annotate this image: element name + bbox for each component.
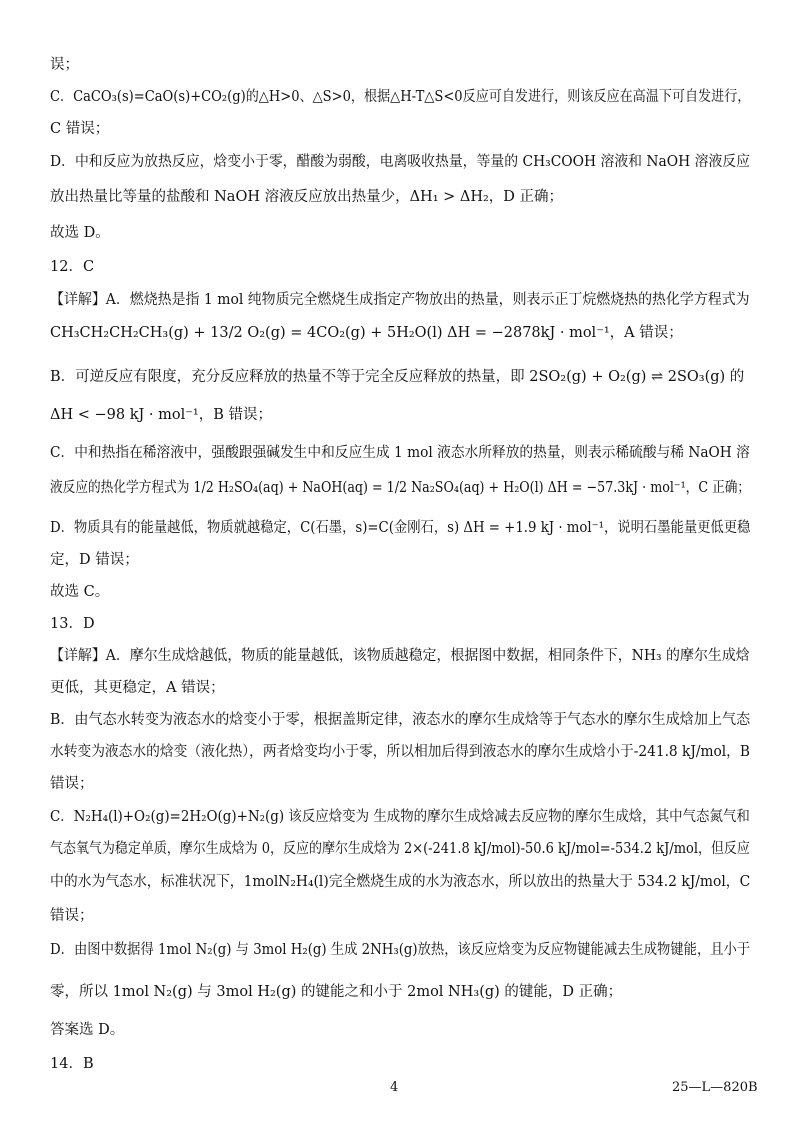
text-line: D．中和反应为放热反应，焓变小于零，醋酸为弱酸，电离吸收热量，等量的 CH₃COOH 溶液和 NaOH 溶液反应: [50, 154, 751, 170]
text-line: D．物质具有的能量越低，物质就越稳定，C(石墨，s)=C(金刚石，s) ΔH = +1.9 kJ · mol⁻¹，说明石墨能量更低更稳: [50, 520, 751, 536]
answer-heading: 12．C: [50, 259, 95, 275]
text-line: B．由气态水转变为液态水的焓变小于零，根据盖斯定律，液态水的摩尔生成焓等于气态水的摩尔生成焓加上气态: [50, 712, 751, 728]
text-line: 错误；: [50, 908, 94, 924]
text-line: 故选 C。: [50, 584, 110, 600]
text-line: 故选 D。: [50, 225, 110, 241]
text-line: 更低，其更稳定，A 错误；: [50, 680, 225, 696]
equation-line: 液反应的热化学方程式为 1/2 H₂SO₄(aq) + NaOH(aq) = 1/2 Na₂SO₄(aq) + H₂O(l) ΔH = −57.3kJ · mol⁻¹，C 正确；: [50, 480, 751, 496]
answer-heading: 13．D: [50, 616, 95, 632]
page-number: 4: [390, 1080, 399, 1095]
answer-heading: 14．B: [50, 1056, 94, 1072]
document-code: 25—L—820B: [672, 1080, 758, 1095]
text-line: C．中和热指在稀溶液中，强酸跟强碱发生中和反应生成 1 mol 液态水所释放的热量，则表示稀硫酸与稀 NaOH 溶: [50, 445, 750, 461]
text-line: C．N₂H₄(l)+O₂(g)=2H₂O(g)+N₂(g) 该反应焓变为 生成物的摩尔生成焓减去反应物的摩尔生成焓，其中气态氮气和: [50, 809, 750, 825]
text-line: C．CaCO₃(s)=CaO(s)+CO₂(g)的△H>0、△S>0，根据△H-T△S<0反应可自发进行，则该反应在高温下可自发进行，: [50, 89, 751, 105]
text-line: 中的水为气态水，标准状况下，1molN₂H₄(l)完全燃烧生成的水为液态水，所以放出的热量大于 534.2 kJ/mol，C: [50, 874, 751, 890]
equation-line: CH₃CH₂CH₂CH₃(g) + 13/2 O₂(g) = 4CO₂(g) + 5H₂O(l) ΔH = −2878kJ · mol⁻¹，A 错误；: [50, 325, 683, 341]
text-line: 气态氧气为稳定单质，摩尔生成焓为 0，反应的摩尔生成焓为 2×(-241.8 kJ/mol)-50.6 kJ/mol=-534.2 kJ/mol，但反应: [50, 841, 750, 857]
text-line: 定，D 错误；: [50, 552, 139, 568]
text-line: C 错误；: [50, 121, 110, 137]
text-line: D．由图中数据得 1mol N₂(g) 与 3mol H₂(g) 生成 2NH₃(g)放热，该反应焓变为反应物键能减去生成物键能，且小于: [50, 942, 751, 958]
text-line: B．可逆反应有限度，充分反应释放的热量不等于完全反应释放的热量，即 2SO₂(g) + O₂(g) ⇌ 2SO₃(g) 的: [50, 369, 745, 385]
text-line: 答案选 D。: [50, 1022, 125, 1038]
text-line: 水转变为液态水的焓变（液化热），两者焓变均小于零，所以相加后得到液态水的摩尔生成焓小于-241.8 kJ/mol，B: [50, 744, 751, 760]
text-line: 【详解】A．摩尔生成焓越低，物质的能量越低，该物质越稳定，根据图中数据，相同条件下，NH₃ 的摩尔生成焓: [50, 648, 750, 664]
text-line: ΔH < −98 kJ · mol⁻¹，B 错误；: [50, 407, 272, 423]
text-line: 【详解】A．燃烧热是指 1 mol 纯物质完全燃烧生成指定产物放出的热量，则表示正丁烷燃烧热的热化学方程式为: [50, 292, 750, 308]
text-line: 放出热量比等量的盐酸和 NaOH 溶液反应放出热量少，ΔH₁ > ΔH₂，D 正确；: [50, 189, 564, 205]
text-line: 错误；: [50, 776, 94, 792]
text-line: 误；: [50, 57, 79, 73]
text-line: 零，所以 1mol N₂(g) 与 3mol H₂(g) 的键能之和小于 2mol NH₃(g) 的键能，D 正确；: [50, 984, 623, 1000]
